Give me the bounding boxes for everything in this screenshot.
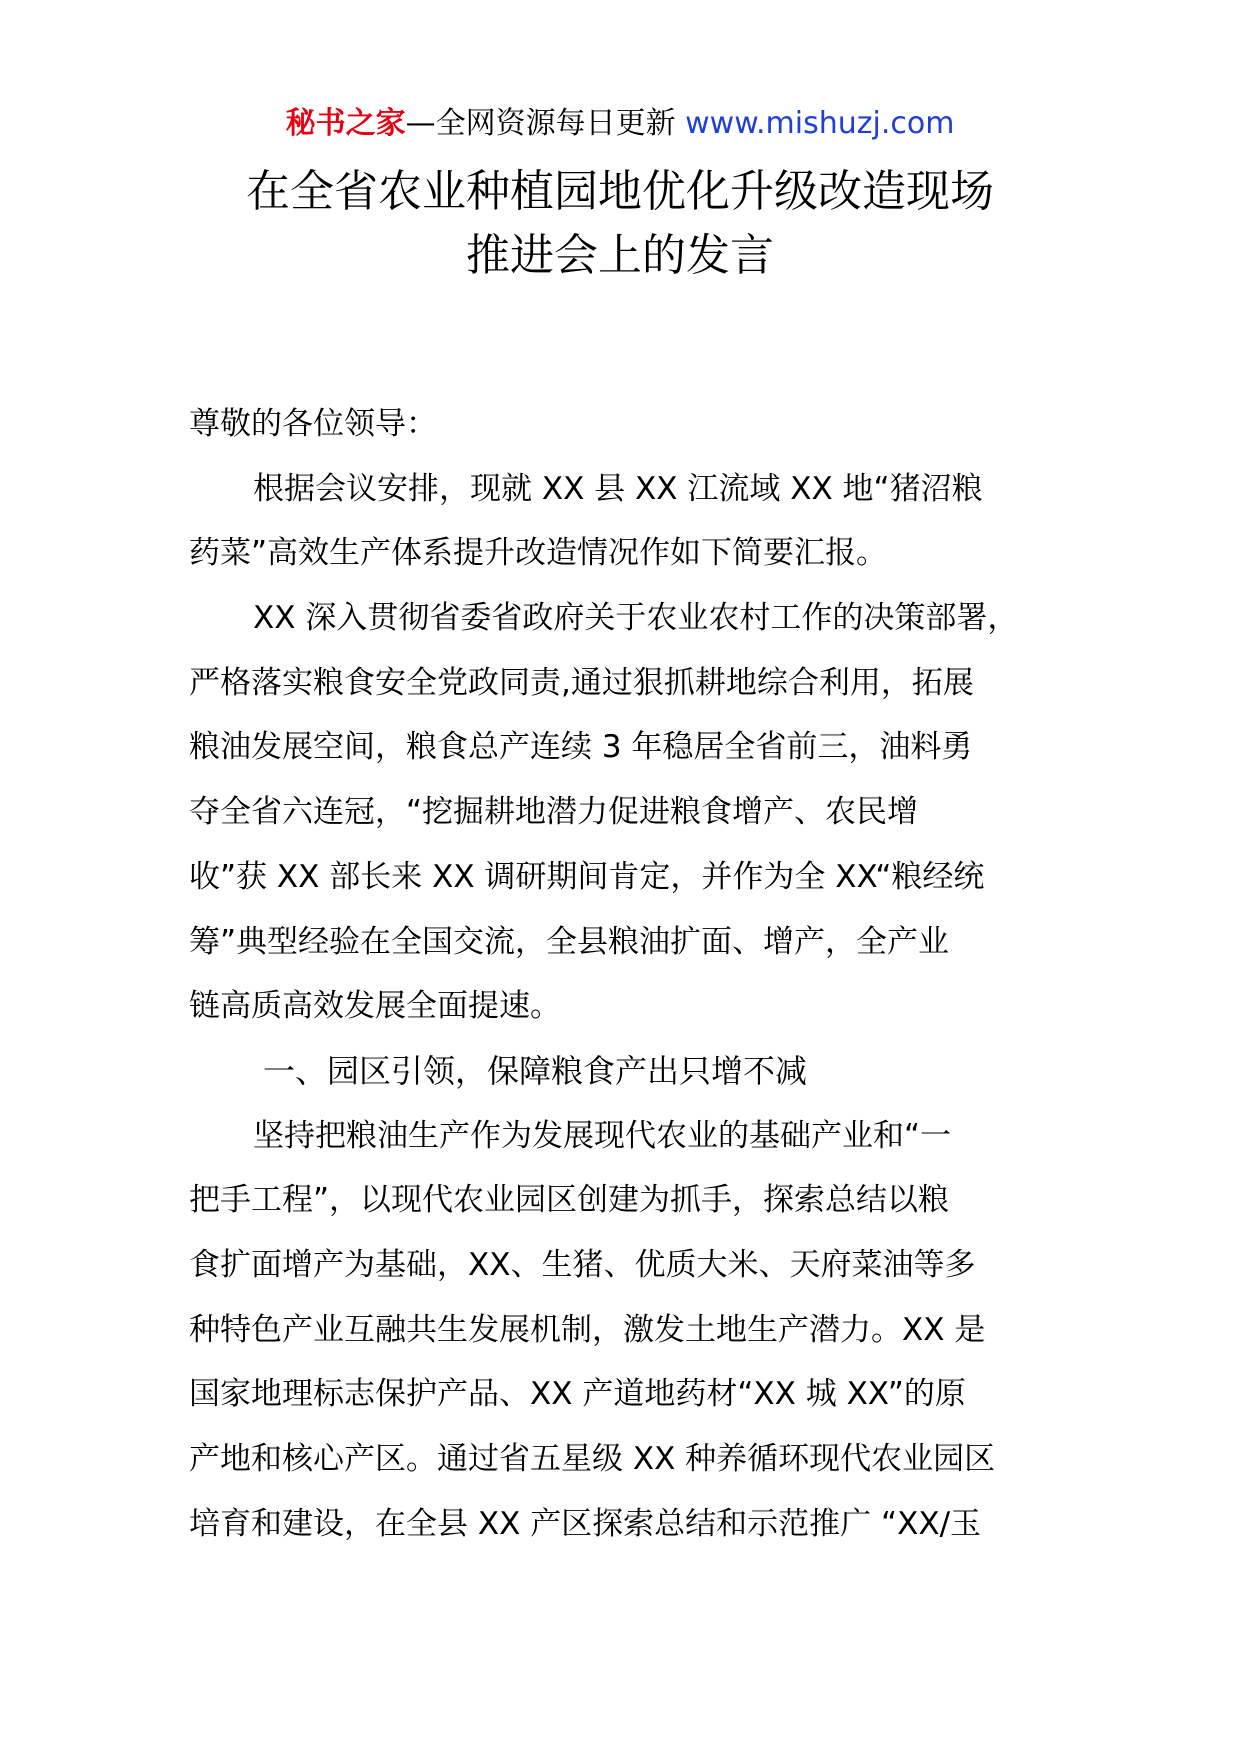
paragraph-line: 国家地理标志保护产品、XX 产道地药材“XX 城 XX”的原 [189,1376,966,1413]
document-title-line-2: 推进会上的发言 [466,230,774,281]
salutation: 尊敬的各位领导： [189,406,437,442]
paragraph-line: 粮油发展空间，粮食总产连续 3 年稳居全省前三，油料勇 [189,729,973,766]
paragraph-line: 链高质高效发展全面提速。 [189,988,561,1025]
paragraph-line: XX 深入贯彻省委省政府关于农业农村工作的决策部署， [253,600,1019,637]
paragraph-line: 产地和核心产区。通过省五星级 XX 种养循环现代农业园区 [189,1441,996,1477]
document-title-line-1: 在全省农业种植园地优化升级改造现场 [246,166,994,217]
paragraph-line: 把手工程”，以现代农业园区创建为抓手，探索总结以粮 [189,1182,950,1219]
document-body [189,392,1069,1556]
paragraph-line: 筹”典型经验在全国交流，全县粮油扩面、增产，全产业 [189,923,950,960]
section-heading: 一、园区引领，保障粮食产出只增不减 [263,1051,808,1090]
paragraph-line: 严格落实粮食安全党政同责,通过狠抓耕地综合利用，拓展 [189,664,974,701]
paragraph-line: 药菜”高效生产体系提升改造情况作如下简要汇报。 [189,535,888,572]
header-slogan: —全网资源每日更新 [405,106,676,141]
paragraph-line: 食扩面增产为基础，XX、生猪、优质大米、天府菜油等多 [189,1246,976,1283]
paragraph-line: 种特色产业互融共生发展机制，激发土地生产潜力。XX 是 [189,1311,986,1348]
paragraph-line: 坚持把粮油生产作为发展现代农业的基础产业和“一 [253,1117,952,1154]
paragraph-line: 夺全省六连冠，“挖掘耕地潜力促进粮食增产、农民增 [189,794,919,831]
paragraph-line: 收”获 XX 部长来 XX 调研期间肯定，并作为全 XX“粮经统 [189,858,985,895]
paragraph-line: 根据会议安排，现就 XX 县 XX 江流域 XX 地“猪沼粮 [253,470,983,507]
paragraph-line: 培育和建设，在全县 XX 产区探索总结和示范推广 “XX/玉 [189,1505,982,1542]
brand-name: 秘书之家 [285,106,406,141]
site-header [0,104,1240,144]
site-url-link[interactable]: www.mishuzj.com [685,106,955,141]
